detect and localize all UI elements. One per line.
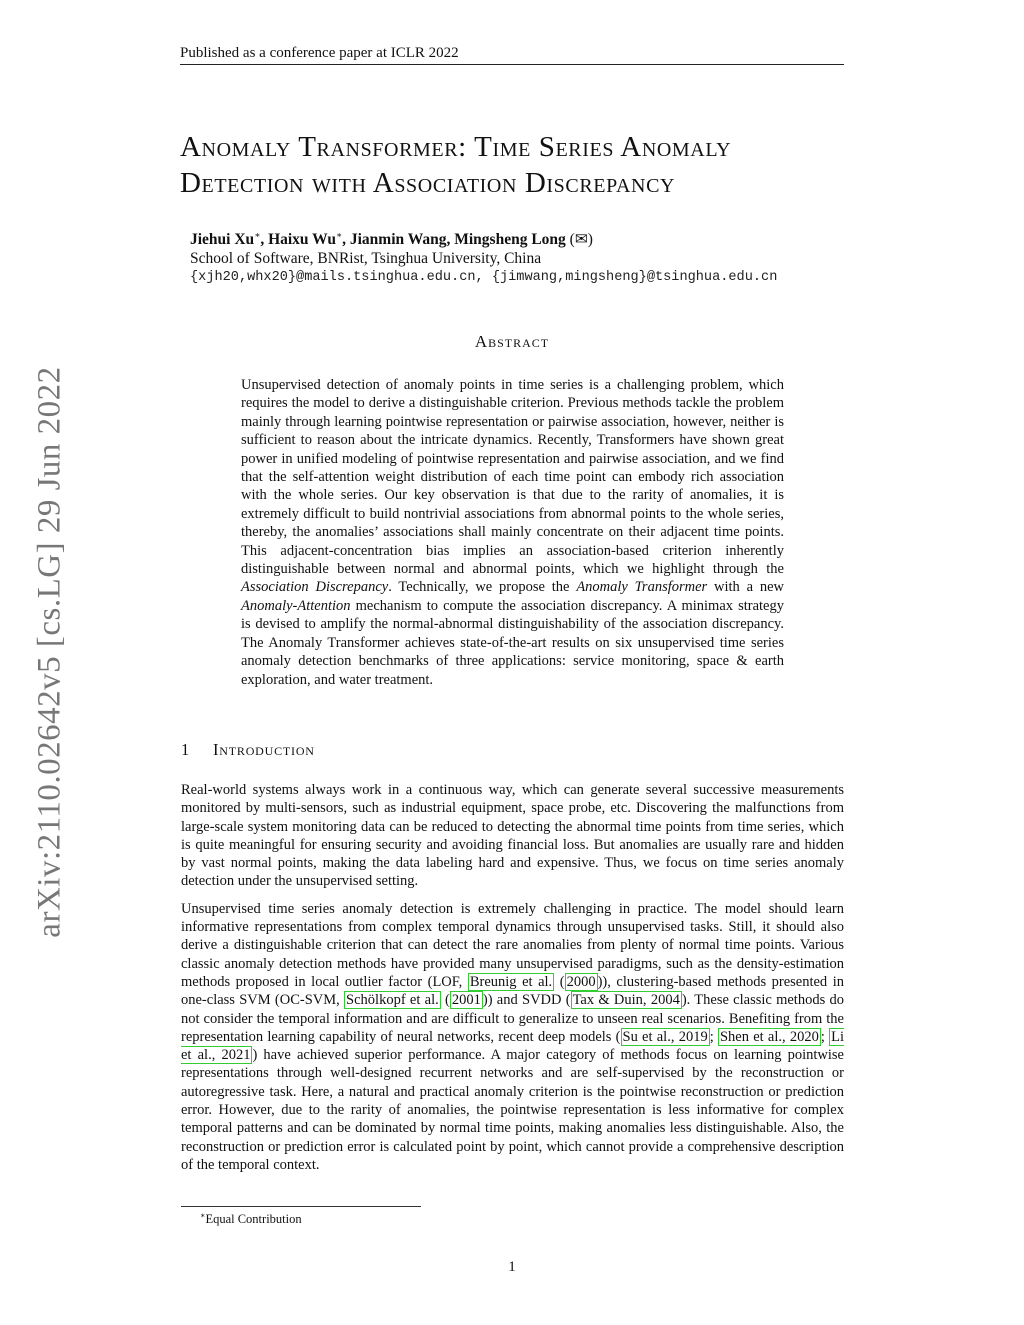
- citation-breunig-year[interactable]: 2000: [566, 973, 596, 990]
- citation-li[interactable]: Li et al., 2021: [181, 1028, 845, 1064]
- running-header: Published as a conference paper at ICLR 2022: [180, 44, 844, 65]
- footnote-mark: ∗: [200, 1211, 206, 1220]
- affiliation: School of Software, BNRist, Tsinghua University, China: [190, 250, 542, 268]
- section-number: 1: [181, 740, 191, 759]
- footnote: [200, 1208, 302, 1227]
- abstract-body: [241, 376, 784, 689]
- author-2: Haixu Wu: [268, 231, 336, 249]
- body-text: ), clustering-based methods presented in one-class SVM (OC-SVM,: [181, 973, 844, 1009]
- abstract-emphasis: Anomaly Transformer: [576, 579, 708, 596]
- abstract-text: with a new: [707, 579, 785, 596]
- intro-paragraph-1: Real-world systems always work in a continuous way, which can generate several successive measurements monitored by multi-sensors, such as industrial equipment, space probe, etc. Discovering the malfunctions from large-scale system monitoring data can be reduced to detecting the abnormal time points from time series, which is quite meaningful for ensuring security and avoiding financial loss. But anomalies are usually rare and hidden by vast normal points, making the data labeling hard and expensive. Thus, we focus on time series anomaly detection under the unsupervised setting.: [181, 782, 844, 890]
- abstract-emphasis: Association Discrepancy: [241, 579, 389, 596]
- author-emails: {xjh20,whx20}@mails.tsinghua.edu.cn, {jimwang,mingsheng}@tsinghua.edu.cn: [190, 270, 778, 286]
- citation-breunig[interactable]: Breunig et al.: [469, 973, 553, 990]
- abstract-paragraph: [241, 376, 784, 689]
- body-text: ) and SVDD (: [487, 992, 571, 1009]
- abstract-text: mechanism to compute the association discrepancy. A minimax strategy is devised to amplify the normal-abnormal distinguishability of the association discrepancy. The Anomaly Transformer achieves state-of-the-art results on six unsupervised time series anomaly detection benchmarks of three applications: service monitoring, space & earth exploration, and water treatment.: [241, 597, 784, 688]
- body-text: ). These classic methods do not consider the temporal information and are difficult to generalize to unseen real scenarios. Benefiting from the representation learning capability of neural networks, recent deep models (: [181, 992, 844, 1045]
- mail-icon: (✉): [569, 231, 593, 249]
- title-line-2: Detection with Association Discrepancy: [180, 167, 676, 199]
- abstract-text: . Technically, we propose the: [388, 579, 577, 596]
- citation-scholkopf[interactable]: Schölkopf et al.: [346, 992, 439, 1009]
- introduction-body: [181, 781, 844, 1183]
- body-text: ) have achieved superior performance. A major category of methods focus on learning pointwise representations through well-designed recurrent networks and are self-supervised by the reconstruction or autoregressive task. Here, a natural and practical anomaly criterion is the pointwise reconstruction or prediction error. However, due to the rarity of anomalies, the pointwise representation is less informative for complex temporal patterns and can be dominated by normal time points, making anomalies less distinguishable. Also, the reconstruction or prediction error is calculated point by point, which cannot provide a comprehensive description of the temporal context.: [181, 1047, 844, 1173]
- intro-paragraph-2: Unsupervised time series anomaly detection is extremely challenging in practice. The model should learn informative representations from complex temporal dynamics through unsupervised tasks. Still, it should also derive a distinguishable criterion that can detect the rare anomalies from plenty of normal time points. Various classic anomaly detection methods have provided many unsupervised paradigms, such as the density-estimation methods proposed in local outlier factor (LOF, Breunig et al. ( 2000 )), clustering-based methods presented in one-class SVM (OC-SVM, Schölkopf et al. ( 2001 )) and SVDD ( Tax & Duin, 2004 ). These classic methods do not consider the temporal information and are difficult to generalize to unseen real scenarios. Benefiting from the representation learning capability of neural networks, recent deep models ( Su et al., 2019 ; Shen et al., 2020 ; Li et al., 2021 ) have achieved superior performance. A major category of methods focus on learning pointwise representations through well-designed recurrent networks and are self-supervised by the reconstruction or autoregressive task. Here, a natural and practical anomaly criterion is the pointwise reconstruction or prediction error. However, due to the rarity of anomalies, the pointwise representation is less informative for complex temporal patterns and can be dominated by normal time points, making anomalies less distinguishable. Also, the reconstruction or prediction error is calculated point by point, which cannot provide a comprehensive description of the temporal context.: [181, 900, 845, 1173]
- title-line-1: Anomaly Transformer: Time Series Anomaly: [180, 131, 732, 163]
- arxiv-identifier: arXiv:2110.02642v5 [cs.LG] 29 Jun 2022: [31, 366, 68, 938]
- author-1: Jiehui Xu: [190, 231, 255, 249]
- page-number: 1: [508, 1259, 516, 1275]
- equal-contribution-mark: ∗: [335, 230, 343, 240]
- abstract-emphasis: Anomaly-Attention: [241, 597, 351, 614]
- body-text: Unsupervised time series anomaly detection is extremely challenging in practice. The model should learn informative representations from complex temporal dynamics through unsupervised tasks. Still, it should also derive a distinguishable criterion that can detect the rare anomalies from plenty of normal time points. Various classic anomaly detection methods have provided many unsupervised paradigms, such as the density-estimation methods proposed in local outlier factor (LOF,: [181, 900, 844, 990]
- abstract-text: Unsupervised detection of anomaly points in time series is a challenging problem, which requires the model to derive a distinguishable criterion. Previous methods tackle the problem mainly through learning pointwise representation or pairwise association, however, neither is sufficient to reason about the intricate dynamics. Recently, Transformers have shown great power in unified modeling of pointwise representation and pairwise association, and we find that the self-attention weight distribution of each time point can embody rich association with the whole series. Our key observation is that due to the rarity of anomalies, it is extremely difficult to build nontrivial associations from abnormal points to the whole series, thereby, the anomalies’ associations shall mainly concentrate on their adjacent time points. This adjacent-concentration bias implies an association-based criterion inherently distinguishable between normal and abnormal points, which we highlight through the: [241, 377, 784, 578]
- citation-tax-duin[interactable]: Tax & Duin, 2004: [572, 992, 680, 1009]
- citation-shen[interactable]: Shen et al., 2020: [719, 1028, 819, 1045]
- citation-su[interactable]: Su et al., 2019: [622, 1028, 708, 1045]
- citation-scholkopf-year[interactable]: 2001: [451, 992, 481, 1009]
- footnote-rule: [181, 1206, 421, 1207]
- footnote-text: Equal Contribution: [205, 1212, 302, 1227]
- equal-contribution-mark: ∗: [254, 230, 261, 240]
- section-title: Introduction: [213, 740, 315, 759]
- author-names: Jiehui Xu∗, Haixu Wu∗, Jianmin Wang, Mingsheng Long (✉): [190, 230, 593, 249]
- paper-title: [180, 129, 850, 201]
- section-heading-introduction: [181, 740, 315, 760]
- abstract-heading: Abstract: [474, 332, 550, 351]
- author-3-4: Jianmin Wang, Mingsheng Long: [349, 231, 566, 249]
- author-block: [190, 226, 850, 287]
